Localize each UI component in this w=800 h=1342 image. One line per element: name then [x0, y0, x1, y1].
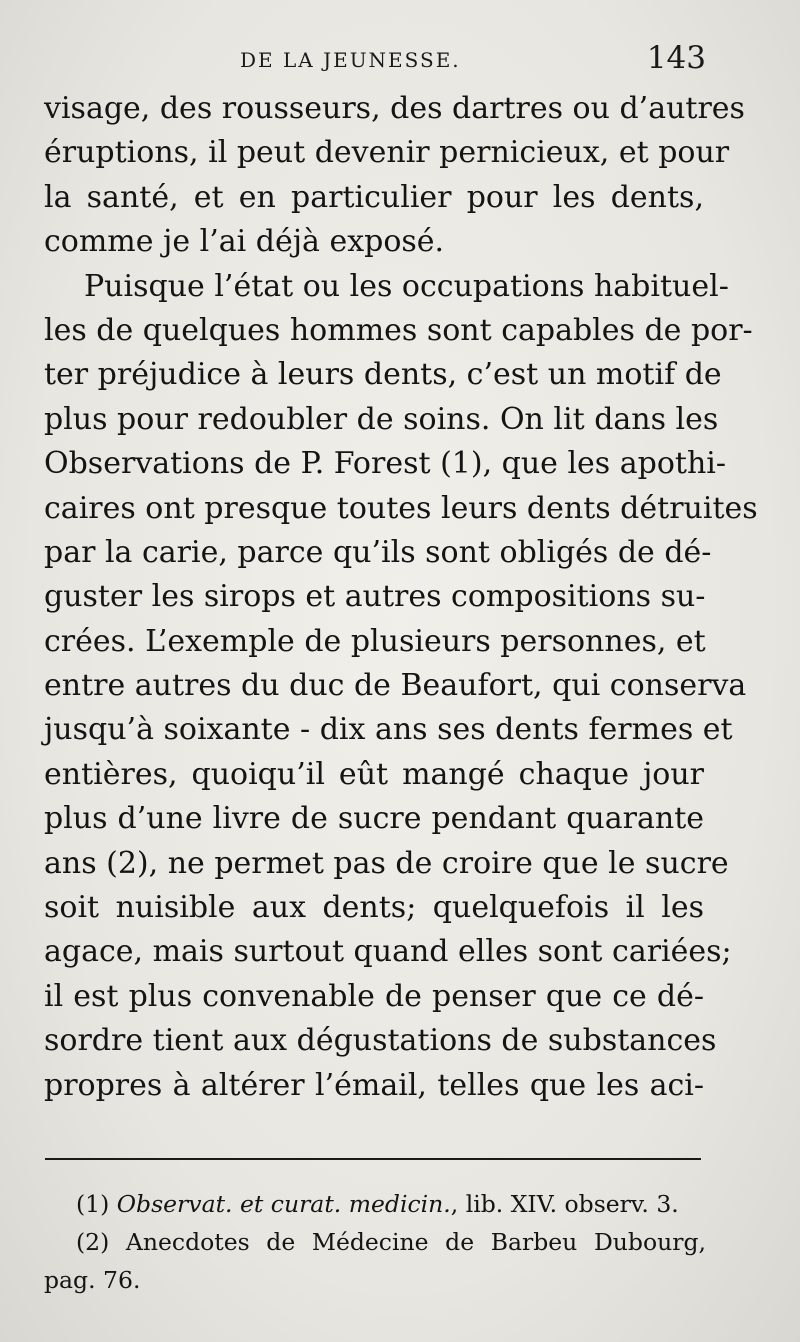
text-line: sordre tient aux dégustations de substances: [44, 1023, 717, 1059]
running-title: DE LA JEUNESSE.: [240, 48, 461, 72]
footnote-2-line-2: pag. 76.: [44, 1266, 141, 1294]
page-number: 143: [646, 40, 706, 76]
footnote-rule: [45, 1158, 701, 1160]
footnote-1-title: Observat. et curat. medicin.: [116, 1190, 451, 1218]
text-line: jusqu’à soixante - dix ans ses dents fermes et: [44, 712, 733, 748]
text-line: plus d’une livre de sucre pendant quarante: [44, 801, 704, 837]
footnote-1: [44, 1185, 706, 1223]
footnote-1-number: (1): [76, 1190, 110, 1218]
footnote-2-line-1: [44, 1223, 706, 1261]
footnotes: [44, 1185, 706, 1299]
footnote-2-text: (2) Anecdotes de Médecine de Barbeu Dubourg,: [76, 1228, 706, 1256]
text-line: par la carie, parce qu’ils sont obligés de dé-: [44, 534, 712, 570]
footnote-1-reference: , lib. XIV. observ. 3.: [450, 1190, 679, 1218]
text-line: plus pour redoubler de soins. On lit dans les: [44, 401, 719, 437]
body-text: [44, 87, 758, 1108]
text-line: les de quelques hommes sont capables de por-: [44, 312, 753, 348]
text-line: soit nuisible aux dents; quelquefois il les: [44, 890, 704, 926]
text-line: la santé, et en particulier pour les dents,: [44, 179, 704, 215]
text-line: ans (2), ne permet pas de croire que le sucre: [44, 845, 729, 881]
text-line: propres à altérer l’émail, telles que les aci-: [44, 1067, 704, 1103]
text-line: entières, quoiqu’il eût mangé chaque jour: [44, 756, 704, 792]
text-line: entre autres du duc de Beaufort, qui conserva: [44, 668, 747, 704]
text-line: guster les sirops et autres compositions su-: [44, 579, 706, 615]
text-line: il est plus convenable de penser que ce dé-: [44, 978, 704, 1014]
text-line: éruptions, il peut devenir pernicieux, et pour: [44, 135, 730, 171]
text-line: crées. L’exemple de plusieurs personnes, et: [44, 623, 706, 659]
text-line: visage, des rousseurs, des dartres ou d’autres: [44, 91, 745, 126]
text-line: caires ont presque toutes leurs dents détruites: [44, 490, 758, 526]
text-line: Observations de P. Forest (1), que les apothi-: [44, 446, 727, 482]
text-line: agace, mais surtout quand elles sont cariées;: [44, 934, 732, 970]
text-line: ter préjudice à leurs dents, c’est un motif de: [44, 357, 722, 393]
text-line: comme je l’ai déjà exposé.: [44, 224, 445, 260]
paragraph-start-line: Puisque l’état ou les occupations habituel-: [84, 268, 729, 304]
